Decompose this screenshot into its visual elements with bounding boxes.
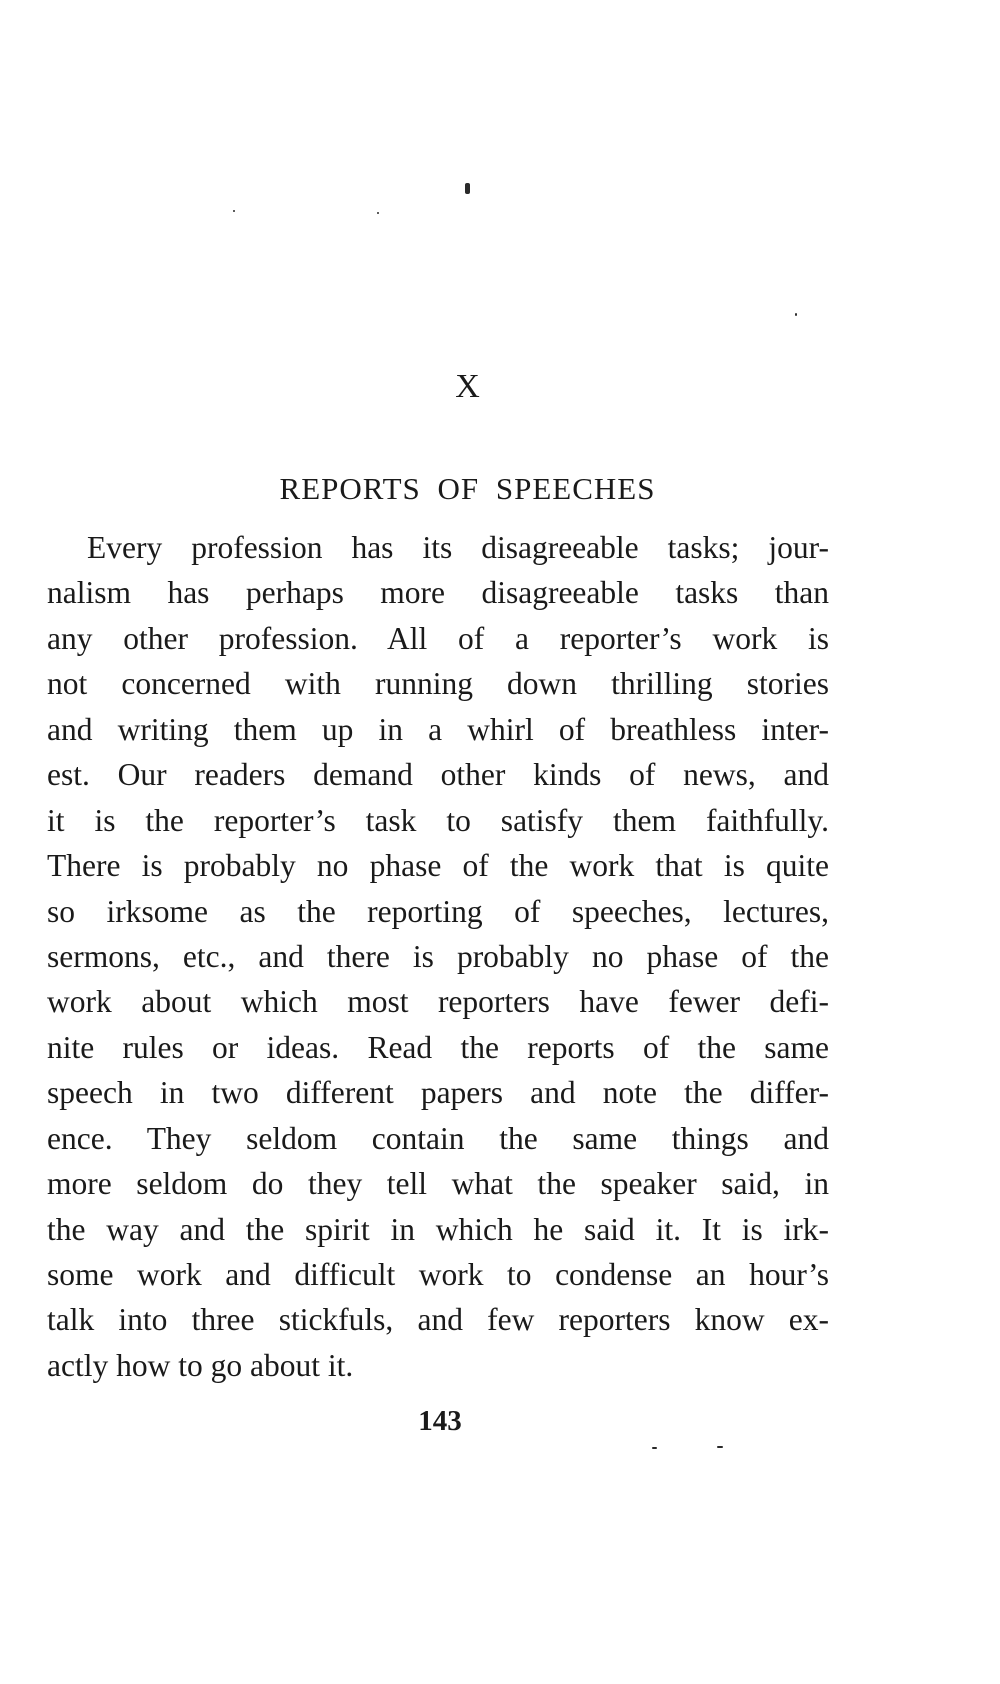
text-line: work about which most reporters have fewer defi- (47, 984, 829, 1020)
text-line: nite rules or ideas. Read the reports of the same (47, 1029, 829, 1065)
text-line: actly how to go about it. (47, 1347, 354, 1383)
text-line: est. Our readers demand other kinds of news, and (47, 757, 829, 793)
text-line: speech in two different papers and note the differ- (47, 1075, 829, 1111)
text-line: and writing them up in a whirl of breathless inter- (47, 711, 829, 747)
text-line: sermons, etc., and there is probably no phase of the (47, 938, 829, 974)
text-line: talk into three stickfuls, and few reporters know ex- (47, 1302, 829, 1338)
scan-speck (795, 313, 797, 316)
text-line: any other profession. All of a reporter’s work is (47, 620, 829, 656)
text-line: more seldom do they tell what the speaker said, in (47, 1166, 829, 1202)
text-line: ence. They seldom contain the same things and (47, 1120, 829, 1156)
text-line: so irksome as the reporting of speeches, lectures, (47, 893, 829, 929)
text-line: not concerned with running down thrilling stories (47, 666, 829, 702)
chapter-title: REPORTS OF SPEECHES (279, 471, 656, 506)
text-line: it is the reporter’s task to satisfy them faithfully. (47, 802, 829, 838)
text-line: nalism has perhaps more disagreeable tasks than (47, 575, 829, 611)
text-line: There is probably no phase of the work that is quite (47, 848, 829, 884)
chapter-number: X (455, 368, 480, 405)
text-line: the way and the spirit in which he said it. It is irk- (47, 1211, 829, 1247)
scan-speck (465, 183, 470, 194)
body-paragraph (47, 525, 829, 1388)
scan-speck (233, 210, 235, 212)
scan-speck (377, 212, 379, 214)
text-line: Every profession has its disagreeable tasks; jour- (87, 530, 829, 565)
page-number: 143 (418, 1405, 462, 1437)
text-line: some work and difficult work to condense an hour’s (47, 1257, 829, 1292)
scan-speck (652, 1447, 657, 1449)
scan-speck (717, 1446, 723, 1448)
